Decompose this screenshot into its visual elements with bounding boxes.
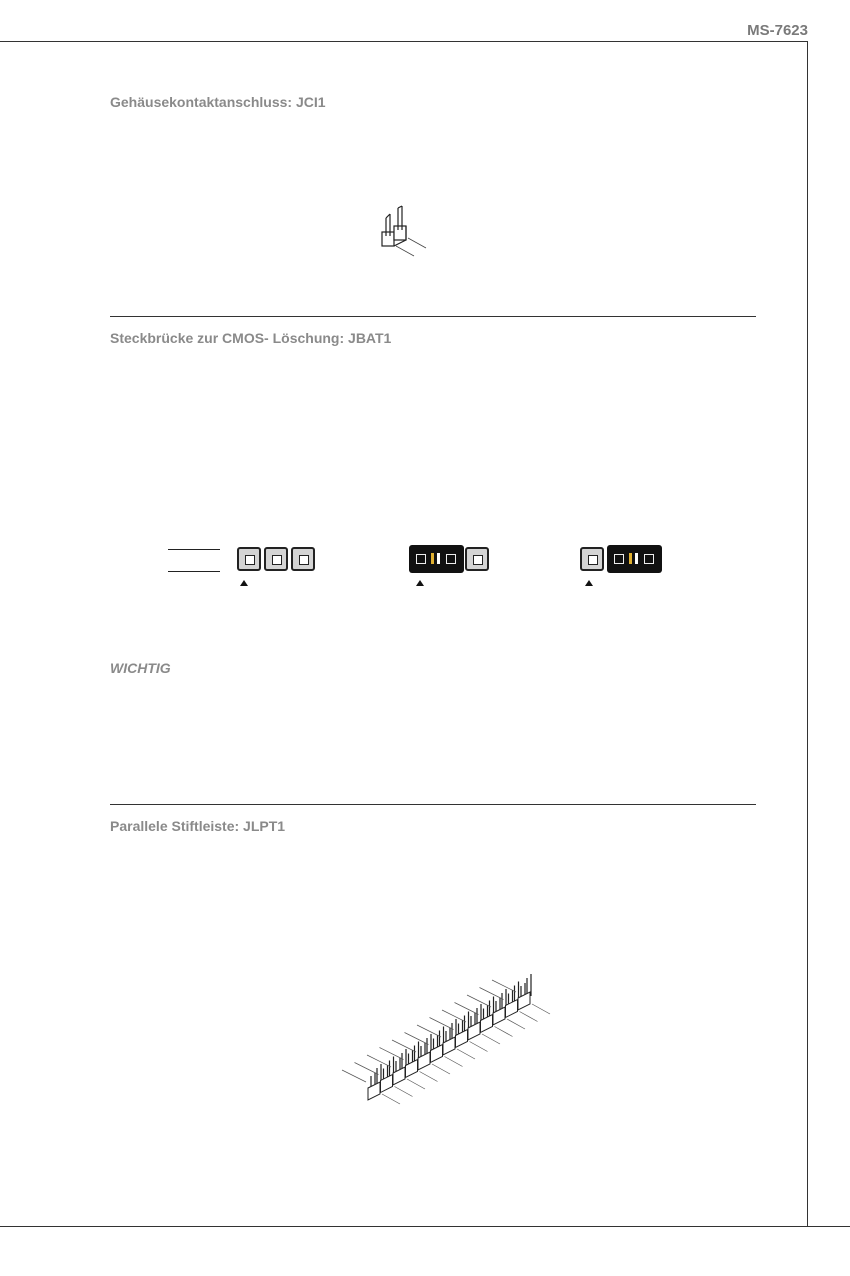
important-label: WICHTIG	[110, 660, 171, 676]
pin1-arrow-icon	[416, 580, 424, 586]
jbat1-pin	[465, 547, 489, 571]
footer-rule	[0, 1226, 850, 1227]
legend-line-bottom	[168, 571, 220, 572]
section-title-jlpt1: Parallele Stiftleiste: JLPT1	[110, 818, 286, 834]
jlpt1-connector-diagram	[330, 970, 570, 1120]
header-rule	[0, 41, 808, 42]
section-title-jci1: Gehäusekontaktanschluss: JCI1	[110, 94, 326, 110]
section-divider-jbat1	[110, 316, 756, 317]
section-divider-jlpt1	[110, 804, 756, 805]
pin1-arrow-icon	[240, 580, 248, 586]
jbat1-jumper-cap	[409, 545, 464, 573]
jbat1-jumper-cap	[607, 545, 662, 573]
page-border-right	[807, 41, 808, 1227]
jbat1-pin	[264, 547, 288, 571]
jbat1-pin	[291, 547, 315, 571]
legend-line-top	[168, 549, 220, 550]
jbat1-pin	[580, 547, 604, 571]
section-title-jbat1: Steckbrücke zur CMOS- Löschung: JBAT1	[110, 330, 392, 346]
pin1-arrow-icon	[585, 580, 593, 586]
jbat1-pin	[237, 547, 261, 571]
jci1-connector-diagram	[372, 200, 432, 266]
model-number: MS-7623	[747, 22, 808, 39]
